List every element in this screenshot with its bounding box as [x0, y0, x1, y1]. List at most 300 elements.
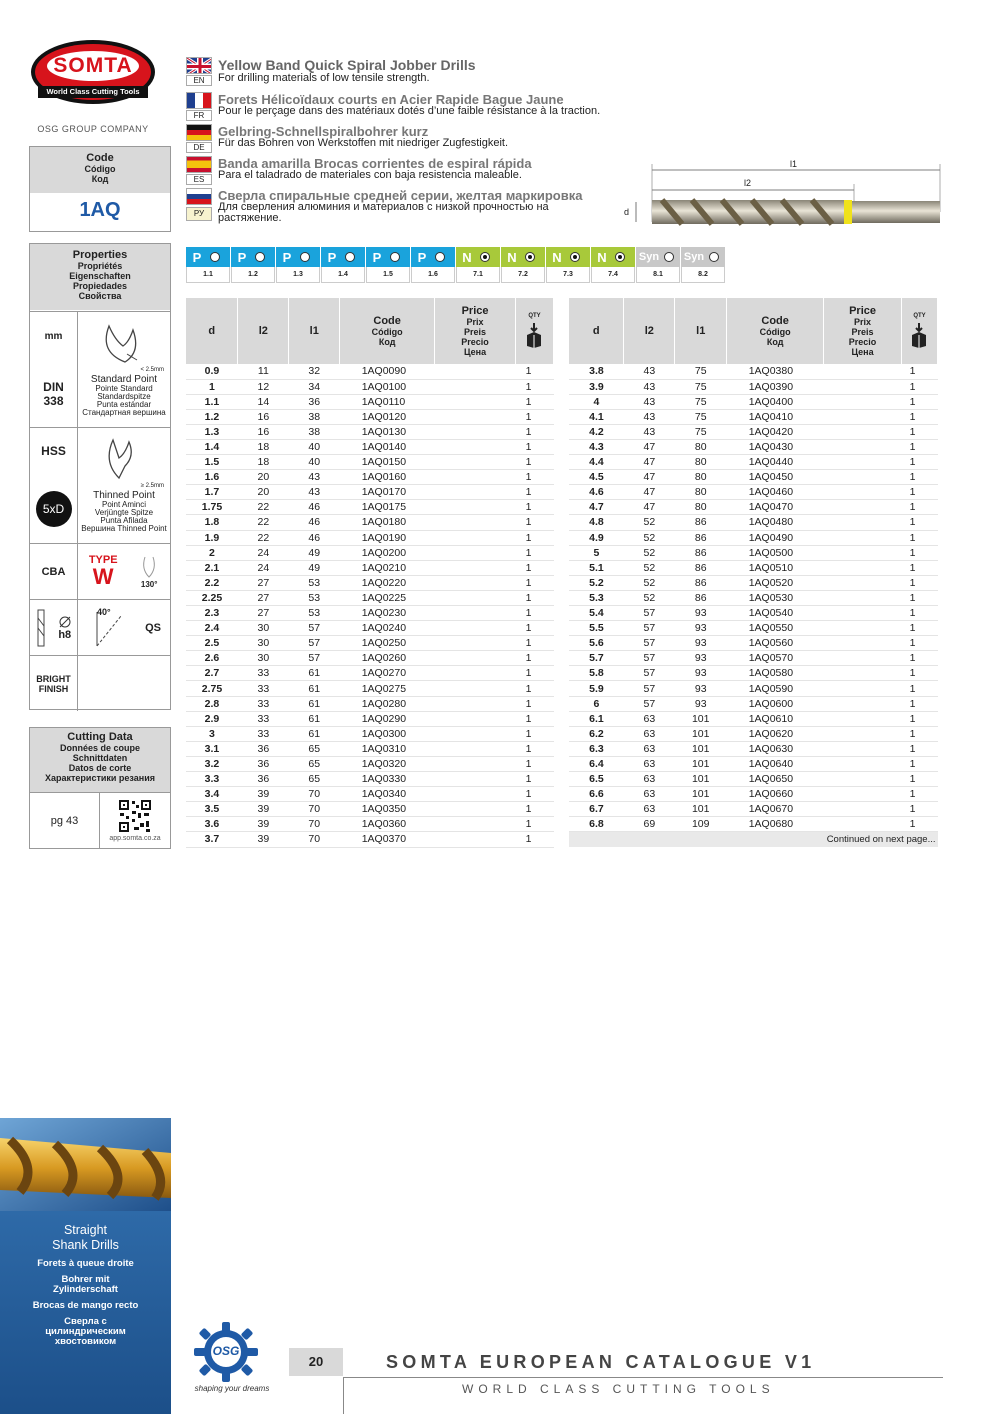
flute-length-cell: 18	[238, 455, 289, 470]
diameter-cell: 2.8	[186, 696, 238, 711]
code-cell: 1AQ0630	[727, 741, 824, 756]
lang-code-de: DE	[186, 142, 212, 153]
overall-length-cell: 38	[289, 409, 340, 424]
type-label: TYPE	[88, 554, 118, 566]
empty-radio-icon	[300, 252, 310, 262]
material-letter: N	[507, 249, 517, 265]
overall-length-cell: 80	[675, 455, 727, 470]
qty-cell: 1	[901, 485, 937, 500]
qty-cell: 1	[515, 787, 553, 802]
code-cell: 1AQ0110	[340, 394, 435, 409]
qty-cell: 1	[515, 485, 553, 500]
table-row	[186, 455, 554, 470]
material-group-number: 7.3	[546, 267, 590, 283]
overall-length-cell: 101	[675, 741, 727, 756]
col-d: d	[569, 298, 624, 364]
diameter-cell: 1.1	[186, 394, 238, 409]
qty-cell: 1	[515, 726, 553, 741]
material-group-number: 1.2	[231, 267, 275, 283]
overall-length-cell: 53	[289, 590, 340, 605]
code-cell: 1AQ0225	[340, 590, 435, 605]
code-cell: 1AQ0650	[727, 772, 824, 787]
title-ru: Сверла спиральные средней серии, желтая маркировка	[218, 188, 583, 203]
table-row	[569, 470, 938, 485]
footer-divider	[343, 1377, 943, 1378]
flute-length-cell: 16	[238, 424, 289, 439]
code-cell: 1AQ0120	[340, 409, 435, 424]
qty-cell: 1	[901, 651, 937, 666]
table-row	[569, 787, 938, 802]
diameter-cell: 5.4	[569, 606, 624, 621]
category-de-1: Bohrer mit	[61, 1274, 110, 1285]
code-cell: 1AQ0510	[727, 560, 824, 575]
overall-length-cell: 57	[289, 651, 340, 666]
properties-es: Propiedades	[72, 281, 128, 291]
overall-length-cell: 70	[289, 787, 340, 802]
diameter-cell: 3.1	[186, 741, 238, 756]
material-badge	[186, 247, 230, 285]
unit-mm: mm	[44, 331, 63, 342]
table-row	[569, 515, 938, 530]
material-group-number: 8.2	[681, 267, 725, 283]
code-cell: 1AQ0420	[727, 424, 824, 439]
table-row	[569, 364, 938, 379]
flute-length-cell: 63	[624, 711, 675, 726]
code-cell: 1AQ0640	[727, 756, 824, 771]
table-row	[186, 485, 554, 500]
flute-length-cell: 20	[238, 485, 289, 500]
material-letter: P	[327, 249, 337, 265]
diameter-cell: 2.2	[186, 575, 238, 590]
standard-point-de: Standardspitze	[97, 392, 151, 401]
code-cell: 1AQ0580	[727, 666, 824, 681]
qty-cell: 1	[901, 515, 937, 530]
diameter-cell: 1.75	[186, 500, 238, 515]
title-en: Yellow Band Quick Spiral Jobber Drills	[218, 57, 476, 73]
qty-cell: 1	[901, 696, 937, 711]
code-cell: 1AQ0570	[727, 651, 824, 666]
code-cell: 1AQ0670	[727, 802, 824, 817]
diameter-cell: 3.4	[186, 787, 238, 802]
flute-length-cell: 36	[238, 756, 289, 771]
selected-radio-icon	[570, 252, 580, 262]
table-row	[186, 636, 554, 651]
qty-cell: 1	[515, 651, 553, 666]
col-code	[727, 298, 824, 364]
sizes-table-left	[186, 298, 554, 848]
col-code	[340, 298, 435, 364]
table-row	[569, 772, 938, 787]
desc-es: Para el taladrado de materiales con baja resistencia maleable.	[218, 169, 522, 181]
qty-cell: 1	[515, 590, 553, 605]
diameter-cell: 4.2	[569, 424, 624, 439]
table-row	[569, 394, 938, 409]
tolerance-h8: h8	[58, 628, 72, 641]
code-cell: 1AQ0275	[340, 681, 435, 696]
overall-length-cell: 65	[289, 756, 340, 771]
cutting-data-box	[29, 727, 171, 849]
diameter-cell: 1.9	[186, 530, 238, 545]
flute-length-cell: 47	[624, 485, 675, 500]
overall-length-cell: 57	[289, 621, 340, 636]
qty-cell: 1	[901, 666, 937, 681]
overall-length-cell: 80	[675, 439, 727, 454]
table-row	[569, 802, 938, 817]
flute-length-cell: 43	[624, 409, 675, 424]
code-cell: 1AQ0540	[727, 606, 824, 621]
table-row	[186, 772, 554, 787]
qty-cell: 1	[901, 500, 937, 515]
table-row	[569, 439, 938, 454]
overall-length-cell: 80	[675, 500, 727, 515]
qty-cell: 1	[901, 455, 937, 470]
code-cell: 1AQ0380	[727, 364, 824, 379]
material-group-number: 1.6	[411, 267, 455, 283]
diameter-cell: 4.9	[569, 530, 624, 545]
diameter-cell: 1.4	[186, 439, 238, 454]
price-cell	[435, 741, 516, 756]
price-cell	[435, 394, 516, 409]
col-d: d	[186, 298, 238, 364]
material-group-number: 1.3	[276, 267, 320, 283]
price-cell	[824, 772, 902, 787]
flute-length-cell: 63	[624, 756, 675, 771]
material-letter: P	[417, 249, 427, 265]
price-cell	[435, 756, 516, 771]
empty-radio-icon	[210, 252, 220, 262]
cutting-data-title: Cutting Data	[67, 731, 133, 743]
diameter-cell: 6.1	[569, 711, 624, 726]
code-cell: 1AQ0660	[727, 787, 824, 802]
price-cell	[824, 394, 902, 409]
col-qty	[901, 298, 937, 364]
price-cell	[435, 545, 516, 560]
helix-value: 40°	[97, 606, 111, 617]
table-row	[186, 530, 554, 545]
diameter-cell: 6.5	[569, 772, 624, 787]
thinned-point-es: Punta Afilada	[100, 516, 148, 525]
qty-cell: 1	[901, 817, 937, 832]
table-row	[186, 394, 554, 409]
qty-cell: 1	[515, 455, 553, 470]
col-qty	[515, 298, 553, 364]
price-cell	[824, 636, 902, 651]
uk-flag-icon	[186, 57, 212, 74]
qr-code-icon	[118, 799, 152, 833]
flute-length-cell: 11	[238, 364, 289, 379]
overall-length-cell: 49	[289, 560, 340, 575]
price-cell	[824, 756, 902, 771]
col-price-de: Preis	[464, 326, 487, 337]
diameter-cell: 4.1	[569, 409, 624, 424]
overall-length-cell: 61	[289, 666, 340, 681]
price-cell	[824, 575, 902, 590]
diameter-cell: 4.8	[569, 515, 624, 530]
material-badge	[411, 247, 455, 285]
col-code-ru: Код	[766, 336, 784, 347]
price-cell	[435, 409, 516, 424]
table-row	[186, 681, 554, 696]
overall-length-cell: 65	[289, 741, 340, 756]
price-cell	[435, 621, 516, 636]
selected-radio-icon	[615, 252, 625, 262]
code-cell: 1AQ0390	[727, 379, 824, 394]
price-cell	[824, 439, 902, 454]
col-price-de: Preis	[851, 326, 874, 337]
code-label-ru: Код	[91, 174, 109, 184]
cutting-data-page-link[interactable]: pg 43	[30, 793, 100, 848]
standard-point-es: Punta estándar	[96, 400, 152, 409]
material-badge	[456, 247, 500, 285]
diameter-cell: 5.5	[569, 621, 624, 636]
table-row	[569, 681, 938, 696]
overall-length-cell: 109	[675, 817, 727, 832]
empty-radio-icon	[255, 252, 265, 262]
qr-code-link[interactable]	[100, 793, 170, 848]
table-row	[569, 575, 938, 590]
empty-radio-icon	[390, 252, 400, 262]
col-code-ru: Код	[378, 336, 396, 347]
overall-length-cell: 38	[289, 424, 340, 439]
qty-cell: 1	[901, 772, 937, 787]
table-row	[186, 696, 554, 711]
qty-cell: 1	[901, 711, 937, 726]
material-group-number: 7.1	[456, 267, 500, 283]
flute-length-cell: 33	[238, 726, 289, 741]
selected-radio-icon	[525, 252, 535, 262]
table-row	[569, 455, 938, 470]
table-row	[569, 379, 938, 394]
d-label: d	[624, 207, 630, 217]
point-angle-icon	[139, 555, 159, 579]
code-cell: 1AQ0470	[727, 500, 824, 515]
table-row	[569, 711, 938, 726]
col-price-ru: Цена	[851, 346, 874, 357]
code-cell: 1AQ0320	[340, 756, 435, 771]
overall-length-cell: 75	[675, 424, 727, 439]
table-row	[186, 379, 554, 394]
flute-length-cell: 47	[624, 455, 675, 470]
col-price-fr: Prix	[466, 316, 484, 327]
material-letter: N	[462, 249, 472, 265]
price-cell	[435, 711, 516, 726]
table-row	[186, 832, 554, 847]
table-row	[186, 726, 554, 741]
price-cell	[824, 621, 902, 636]
diameter-cell: 4	[569, 394, 624, 409]
overall-length-cell: 93	[675, 666, 727, 681]
price-cell	[435, 787, 516, 802]
type-w-badge	[89, 555, 118, 588]
col-code-en: Code	[761, 314, 789, 327]
diameter-cell: 1.5	[186, 455, 238, 470]
code-cell: 1AQ0130	[340, 424, 435, 439]
price-cell	[824, 606, 902, 621]
continued-note: Continued on next page...	[569, 832, 938, 847]
overall-length-cell: 49	[289, 545, 340, 560]
price-cell	[435, 424, 516, 439]
overall-length-cell: 36	[289, 394, 340, 409]
col-price-en: Price	[849, 304, 876, 317]
flute-length-cell: 69	[624, 817, 675, 832]
l2-label: l2	[744, 178, 752, 188]
lang-code-ru: РУ	[186, 207, 212, 221]
overall-length-cell: 70	[289, 817, 340, 832]
price-cell	[435, 696, 516, 711]
price-cell	[824, 379, 902, 394]
qty-cell: 1	[515, 409, 553, 424]
point-angle	[139, 555, 159, 589]
price-cell	[824, 364, 902, 379]
osg-logo-text: OSG	[212, 1344, 240, 1358]
box-qty-icon	[909, 321, 929, 349]
price-cell	[824, 681, 902, 696]
qty-cell: 1	[515, 515, 553, 530]
thinned-point-de: Verjüngte Spitze	[94, 508, 154, 517]
empty-radio-icon	[709, 252, 719, 262]
table-row	[186, 651, 554, 666]
price-cell	[824, 500, 902, 515]
qty-cell: 1	[515, 364, 553, 379]
russia-flag-icon	[186, 188, 212, 205]
qty-cell: 1	[901, 409, 937, 424]
depth-badge: 5xD	[36, 491, 72, 527]
code-cell: 1AQ0520	[727, 575, 824, 590]
table-row	[186, 787, 554, 802]
table-row	[186, 817, 554, 832]
col-qty-label: QTY	[528, 312, 541, 319]
price-cell	[435, 500, 516, 515]
thinned-point-ru: Вершина Thinned Point	[81, 524, 167, 533]
qty-cell: 1	[515, 772, 553, 787]
diameter-icon	[58, 615, 72, 629]
qs-label: QS	[145, 621, 161, 634]
price-cell	[435, 455, 516, 470]
material-group-number: 1.5	[366, 267, 410, 283]
overall-length-cell: 93	[675, 651, 727, 666]
col-price-es: Precio	[461, 336, 489, 347]
price-cell	[435, 439, 516, 454]
cutting-data-es: Datos de corte	[68, 763, 132, 773]
code-cell: 1AQ0240	[340, 621, 435, 636]
qty-cell: 1	[901, 802, 937, 817]
brand-name: SOMTA	[53, 54, 133, 77]
qty-cell: 1	[901, 590, 937, 605]
category-ru-2: цилиндрическим	[45, 1326, 126, 1337]
properties-box	[29, 243, 171, 710]
overall-length-cell: 86	[675, 575, 727, 590]
material-letter: Syn	[638, 251, 660, 263]
qty-cell: 1	[515, 711, 553, 726]
properties-title: Properties	[72, 249, 128, 261]
catalogue-title: SOMTA EUROPEAN CATALOGUE V1	[386, 1352, 816, 1372]
table-row	[569, 666, 938, 681]
price-cell	[824, 741, 902, 756]
price-cell	[435, 379, 516, 394]
price-cell	[435, 530, 516, 545]
diameter-cell: 1	[186, 379, 238, 394]
table-row	[569, 621, 938, 636]
flute-length-cell: 39	[238, 817, 289, 832]
table-row	[186, 560, 554, 575]
material-group-number: 1.4	[321, 267, 365, 283]
code-cell: 1AQ0210	[340, 560, 435, 575]
box-qty-icon	[524, 321, 544, 349]
standard-point-size: < 2.5mm	[140, 367, 164, 373]
diameter-cell: 2.3	[186, 606, 238, 621]
diameter-cell: 5	[569, 545, 624, 560]
overall-length-cell: 101	[675, 802, 727, 817]
flute-length-cell: 27	[238, 590, 289, 605]
flute-length-cell: 57	[624, 666, 675, 681]
qty-cell: 1	[515, 379, 553, 394]
table-row	[186, 500, 554, 515]
qty-cell: 1	[901, 606, 937, 621]
code-cell: 1AQ0560	[727, 636, 824, 651]
code-cell: 1AQ0150	[340, 455, 435, 470]
flute-length-cell: 36	[238, 772, 289, 787]
code-cell: 1AQ0310	[340, 741, 435, 756]
qty-cell: 1	[515, 424, 553, 439]
osg-group-label: OSG GROUP COMPANY	[37, 124, 149, 134]
material-letter: P	[282, 249, 292, 265]
table-row	[186, 409, 554, 424]
spain-flag-icon	[186, 156, 212, 173]
code-cell: 1AQ0350	[340, 802, 435, 817]
price-cell	[824, 787, 902, 802]
overall-length-cell: 93	[675, 681, 727, 696]
code-cell: 1AQ0300	[340, 726, 435, 741]
title-es: Banda amarilla Brocas corrientes de espiral rápida	[218, 156, 532, 171]
diameter-cell: 2.25	[186, 590, 238, 605]
finish-label: BRIGHT FINISH	[30, 656, 78, 711]
diameter-cell: 4.6	[569, 485, 624, 500]
overall-length-cell: 75	[675, 394, 727, 409]
code-cell: 1AQ0090	[340, 364, 435, 379]
overall-length-cell: 43	[289, 470, 340, 485]
code-cell: 1AQ0170	[340, 485, 435, 500]
diameter-cell: 3.9	[569, 379, 624, 394]
material-badge	[501, 247, 545, 285]
overall-length-cell: 86	[675, 590, 727, 605]
diameter-cell: 4.3	[569, 439, 624, 454]
drill-dimension-diagram	[622, 156, 944, 236]
col-price	[824, 298, 902, 364]
material-badge	[231, 247, 275, 285]
somta-logo	[28, 38, 158, 118]
diameter-cell: 3.2	[186, 756, 238, 771]
table-row	[569, 696, 938, 711]
qty-cell: 1	[901, 726, 937, 741]
table-row	[186, 606, 554, 621]
material-group-number: 1.1	[186, 267, 230, 283]
diameter-cell: 3.6	[186, 817, 238, 832]
code-cell: 1AQ0450	[727, 470, 824, 485]
price-cell	[435, 606, 516, 621]
slogan: shaping your dreams	[194, 1384, 270, 1393]
flute-length-cell: 63	[624, 802, 675, 817]
empty-radio-icon	[345, 252, 355, 262]
price-cell	[824, 515, 902, 530]
diameter-cell: 5.8	[569, 666, 624, 681]
qty-cell: 1	[515, 741, 553, 756]
code-cell: 1AQ0175	[340, 500, 435, 515]
flute-length-cell: 39	[238, 787, 289, 802]
qty-cell: 1	[515, 832, 553, 847]
table-row	[569, 530, 938, 545]
flute-length-cell: 39	[238, 802, 289, 817]
table-row	[569, 606, 938, 621]
